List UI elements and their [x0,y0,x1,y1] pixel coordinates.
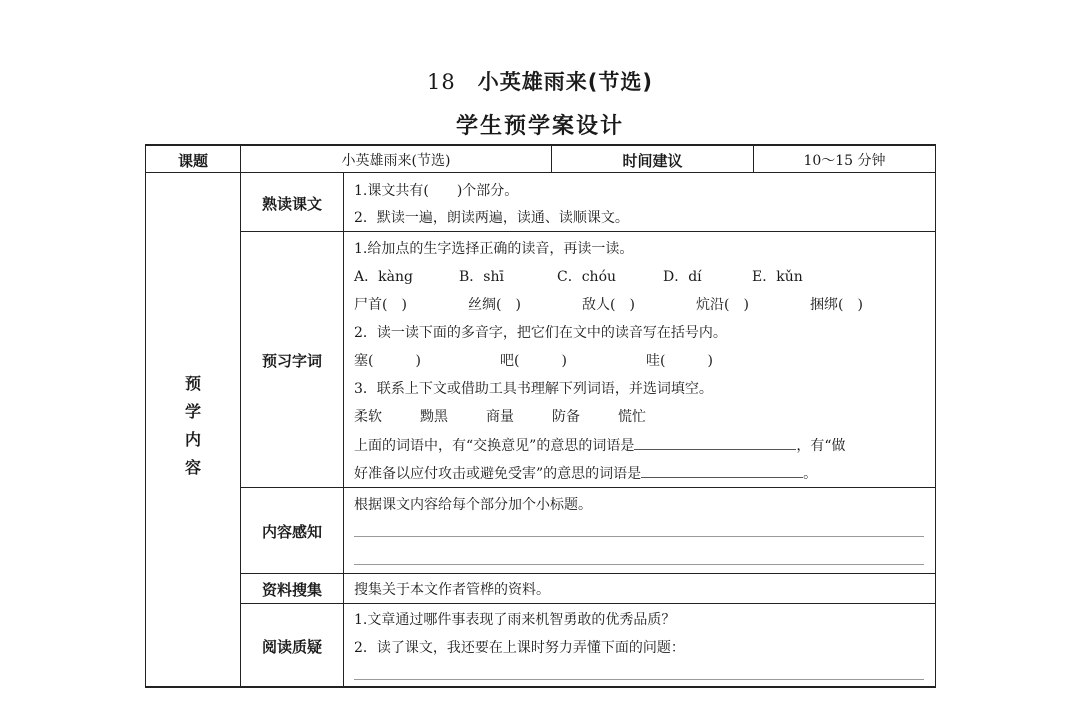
fill-2-tail: 。 [803,466,818,482]
answer-line[interactable] [354,564,924,565]
word-item: 捆绑( ) [810,297,863,313]
lesson-title-text: 小英雄雨来(节选) [477,70,653,94]
shudu-line-2: 2．默读一遍，朗读两遍，读通、读顺课文。 [354,210,629,226]
ziliao-line-1: 搜集关于本文作者管桦的资料。 [354,582,550,598]
lesson-title [0,66,1080,96]
preview-content-label [146,370,240,482]
fill-line-2 [354,463,817,483]
fill-blank-1[interactable] [634,435,796,450]
yuxi-question-1: 1.给加点的生字选择正确的读音，再读一读。 [354,241,634,257]
answer-line[interactable] [354,536,924,537]
polyphone-item: 吧( ) [500,353,567,369]
fill-blank-2[interactable] [641,463,803,478]
fill-1-tail: ，有“做 [796,438,846,454]
section-label-shudu: 熟读课文 [261,195,322,213]
topic-label: 课题 [177,152,208,170]
option-item: E．kǔn [752,269,803,285]
section-label-yuxi: 预习字词 [261,352,322,370]
word-item: 丝绸( ) [468,297,521,313]
time-label: 时间建议 [622,152,683,170]
word-item: 敌人( ) [582,297,635,313]
polyphone-item: 塞( ) [354,353,421,369]
yuxi-question-2: 2．读一读下面的多音字，把它们在文中的读音写在括号内。 [354,325,727,341]
polyphone-item: 哇( ) [646,353,713,369]
option-item: B．shī [459,269,504,285]
vocab-item: 黝黑 [420,409,448,425]
option-item: A．kàng [354,269,413,285]
answer-line[interactable] [354,679,924,680]
vocab-item: 柔软 [354,409,382,425]
vertical-char: 学 [184,402,201,421]
option-item: C．chóu [557,269,617,285]
time-value: 10～15 分钟 [803,153,886,169]
vocab-item: 防备 [552,409,580,425]
yuxi-question-3: 3．联系上下文或借助工具书理解下列词语，并选词填空。 [354,381,713,397]
vertical-char: 容 [184,458,201,477]
lesson-number: 18 [427,70,456,94]
vocab-item: 商量 [486,409,514,425]
fill-1-text: 上面的词语中，有“交换意见”的意思的词语是 [354,438,635,454]
word-item: 尸首( ) [354,297,407,313]
fill-2-text: 好准备以应付攻击或避免受害”的意思的词语是 [354,466,642,482]
option-item: D．dí [663,269,702,285]
yuedu-line-2: 2．读了课文，我还要在上课时努力弄懂下面的问题： [354,640,685,656]
section-label-neirong: 内容感知 [261,523,322,541]
topic-value: 小英雄雨来(节选) [341,153,451,169]
neirong-line-1: 根据课文内容给每个部分加个小标题。 [354,497,592,513]
vertical-char: 预 [184,374,201,393]
vocab-item: 慌忙 [618,409,646,425]
shudu-line-1: 1.课文共有( )个部分。 [354,183,519,199]
word-item: 炕沿( ) [696,297,749,313]
section-label-yuedu: 阅读质疑 [261,638,322,656]
section-label-ziliao: 资料搜集 [261,581,322,599]
vertical-char: 内 [184,430,201,449]
fill-line-1 [354,435,846,455]
page-subtitle: 学生预学案设计 [455,114,624,139]
yuedu-line-1: 1.文章通过哪件事表现了雨来机智勇敢的优秀品质？ [354,612,676,628]
